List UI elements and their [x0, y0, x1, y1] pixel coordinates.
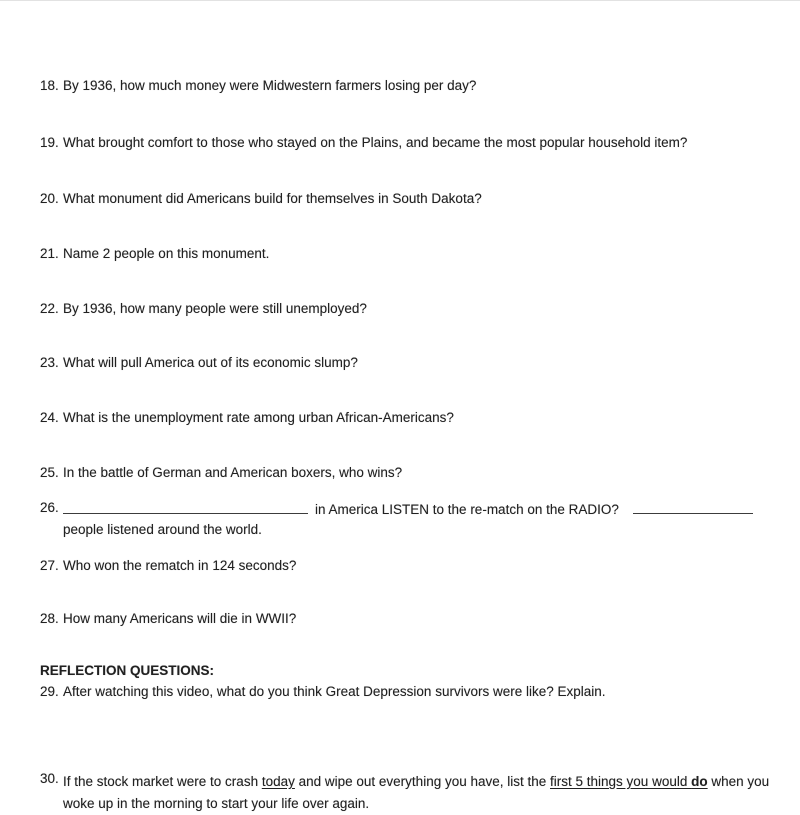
- question-text-segment: when you: [707, 774, 770, 789]
- answer-blank: [63, 500, 308, 514]
- question-text: What will pull America out of its economic slump?: [63, 355, 358, 370]
- question-25: [40, 465, 792, 480]
- question-23: [40, 355, 792, 370]
- underlined-word-today: today: [261, 774, 295, 789]
- question-text-continuation: woke up in the morning to start your life over again.: [63, 796, 370, 811]
- question-text: By 1936, how many people were still unemployed?: [63, 301, 367, 316]
- question-number: 28.: [40, 611, 59, 626]
- question-19: [40, 135, 792, 150]
- question-number: 29.: [40, 684, 59, 699]
- question-text-continuation: people listened around the world.: [63, 522, 262, 537]
- question-number: 25.: [40, 465, 59, 480]
- question-29: [40, 684, 792, 699]
- reflection-questions-heading: [40, 663, 792, 678]
- question-text: Name 2 people on this monument.: [63, 246, 270, 261]
- question-text: What monument did Americans build for themselves in South Dakota?: [63, 191, 482, 206]
- question-text-segment: and wipe out everything you have, list the: [294, 774, 551, 789]
- question-24: [40, 410, 792, 425]
- question-text: Who won the rematch in 124 seconds?: [63, 558, 297, 573]
- section-heading-text: REFLECTION QUESTIONS:: [40, 663, 215, 678]
- question-27: [40, 558, 792, 573]
- underlined-phrase: first 5 things you would: [550, 774, 692, 789]
- question-text: [63, 771, 792, 793]
- question-text: What brought comfort to those who stayed on the Plains, and became the most popular household item?: [63, 135, 688, 150]
- question-number: 20.: [40, 191, 59, 206]
- question-26: [40, 500, 792, 540]
- question-number: 22.: [40, 301, 59, 316]
- question-text: What is the unemployment rate among urban African-Americans?: [63, 410, 454, 425]
- question-number: 30.: [40, 771, 59, 786]
- question-text: By 1936, how much money were Midwestern farmers losing per day?: [63, 78, 477, 93]
- question-number: 26.: [40, 500, 59, 515]
- question-text: [63, 500, 792, 520]
- question-number: 24.: [40, 410, 59, 425]
- question-text-segment: in America LISTEN to the re-match on the RADIO?: [315, 502, 619, 517]
- question-18: [40, 78, 792, 93]
- question-22: [40, 301, 792, 316]
- question-text-segment: If the stock market were to crash: [63, 774, 262, 789]
- question-number: 21.: [40, 246, 59, 261]
- answer-blank: [633, 500, 753, 514]
- question-30: [40, 771, 792, 815]
- question-number: 19.: [40, 135, 59, 150]
- scan-edge-artifact: [0, 0, 800, 1]
- question-number: 18.: [40, 78, 59, 93]
- question-text: In the battle of German and American boxers, who wins?: [63, 465, 403, 480]
- question-28: [40, 611, 792, 626]
- question-number: 23.: [40, 355, 59, 370]
- question-20: [40, 191, 792, 206]
- question-21: [40, 246, 792, 261]
- question-number: 27.: [40, 558, 59, 573]
- question-text: How many Americans will die in WWII?: [63, 611, 297, 626]
- question-text: After watching this video, what do you think Great Depression survivors were like? Explain.: [63, 684, 606, 699]
- bold-underlined-word-do: do: [691, 774, 708, 789]
